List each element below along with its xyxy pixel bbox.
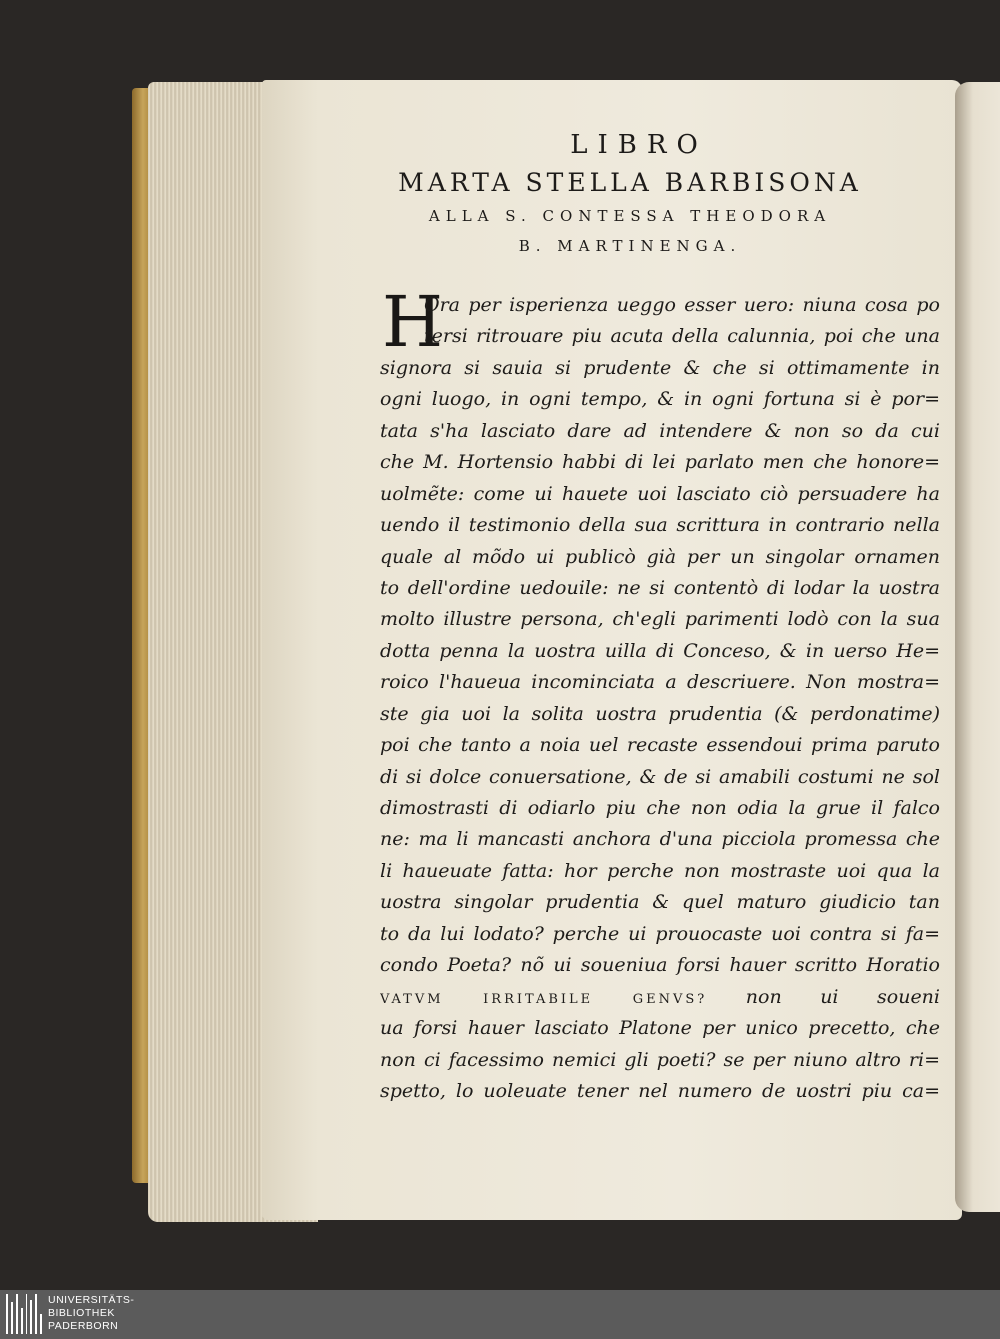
dedication-line-1: ALLA S. CONTESSA THEODORA (428, 207, 832, 225)
text-line: ne: ma li mancasti anchora d'una picciola promessa che (380, 828, 940, 851)
text-line: to da lui lodato? perche ui prouocaste uoi contra si fa= (380, 922, 940, 945)
running-head: LIBRO (570, 130, 708, 160)
page-header (300, 130, 960, 255)
logo-line: UNIVERSITÄTS- (48, 1294, 135, 1306)
text-line: Ora per isperienza ueggo esser uero: niuna cosa po (424, 294, 940, 316)
logo-line: BIBLIOTHEK (48, 1307, 115, 1319)
text-line: tersi ritrouare piu acuta della calunnia, poi che una (424, 325, 940, 348)
text-line: dimostrasti di odiarlo piu che non odia la grue il falco (380, 797, 940, 819)
text-line: condo Poeta? nõ ui soueniua forsi hauer scritto Horatio (380, 954, 940, 977)
text-line: non ci facessimo nemici gli poeti? se per niuno altro ri= (380, 1048, 940, 1071)
text-line: molto illustre persona, ch'egli parimenti lodò con la sua (380, 608, 940, 631)
text-line: uolmẽte: come ui hauete uoi lasciato ciò persuadere ha (380, 482, 940, 505)
drop-cap: H (382, 281, 444, 363)
logo-line: PADERBORN (48, 1320, 119, 1332)
text-line: roico l'haueua incominciata a descriuere. Non mostra= (380, 671, 940, 694)
text-line: poi che tanto a noia uel recaste essendoui prima paruto (380, 734, 940, 757)
page-title: MARTA STELLA BARBISONA (398, 168, 862, 197)
text-line: di si dolce conuersatione, & de si amabili costumi ne sol (380, 765, 940, 788)
text-line-caps (380, 982, 940, 1013)
text-line: ua forsi hauer lasciato Platone per unico precetto, che (380, 1017, 940, 1040)
small-caps-quote: VATVM IRRITABILE GENVS? (380, 991, 708, 1007)
text-line: uostra singolar prudentia & quel maturo giudicio tan (380, 891, 940, 914)
text-line: ogni luogo, in ogni tempo, & in ogni fortuna si è por= (380, 388, 940, 411)
library-logo-text (48, 1294, 134, 1333)
text-line: ste gia uoi la solita uostra prudentia (& perdonatime) (380, 702, 940, 725)
text-fragment: non ui soueni (745, 985, 940, 1008)
text-line: tata s'ha lasciato dare ad intendere & non so da cui (380, 419, 940, 442)
library-footer (0, 1290, 1000, 1339)
text-line: uendo il testimonio della sua scrittura in contrario nella (380, 514, 940, 537)
text-line: quale al mõdo ui publicò già per un singolar ornamen (380, 545, 940, 568)
dedication-line-2: B. MARTINENGA. (518, 237, 742, 255)
library-logo-icon (6, 1294, 42, 1334)
letter-body (380, 281, 940, 1107)
text-line: to dell'ordine uedouile: ne si contentò di lodar la uostra (380, 576, 940, 599)
text-line: che M. Hortensio habbi di lei parlato men che honore= (380, 451, 940, 474)
text-line: spetto, lo uoleuate tener nel numero de uostri piu ca= (380, 1079, 940, 1102)
facing-page-edge (955, 82, 1000, 1212)
text-line: signora si sauia si prudente & che si ottimamente in (380, 356, 940, 379)
text-line: dotta penna la uostra uilla di Conceso, & in uerso He= (380, 639, 940, 662)
text-line: li haueuate fatta: hor perche non mostraste uoi qua la (380, 859, 940, 882)
